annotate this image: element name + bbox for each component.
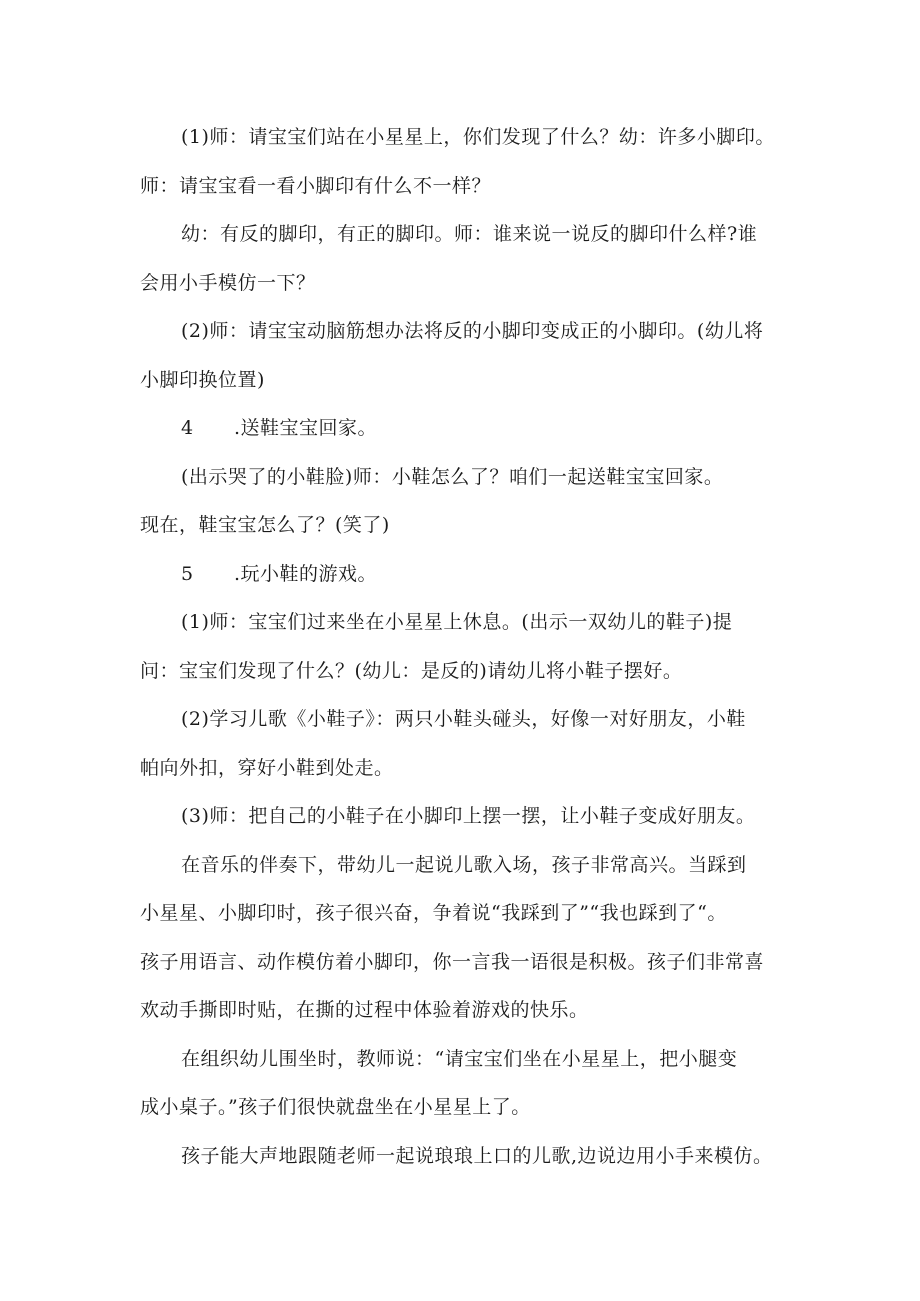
text-line: 会用小手模仿一下？ bbox=[140, 272, 316, 294]
text-line: (1)师：请宝宝们站在小星星上，你们发现了什么？幼：许多小脚印。 bbox=[181, 126, 775, 148]
text-line: 在音乐的伴奏下，带幼儿一起说儿歌入场，孩子非常高兴。当踩到 bbox=[181, 854, 747, 876]
text-line: 小星星、小脚印时，孩子很兴奋，争着说“我踩到了”“我也踩到了“。 bbox=[140, 902, 727, 924]
text-line: 在组织幼儿围坐时，教师说：“请宝宝们坐在小星星上，把小腿变 bbox=[181, 1048, 738, 1070]
section-heading: .玩小鞋的游戏。 bbox=[234, 563, 378, 585]
text-line: 现在，鞋宝宝怎么了？(笑了) bbox=[140, 514, 390, 536]
text-line: (出示哭了的小鞋脸)师：小鞋怎么了？咱们一起送鞋宝宝回家。 bbox=[181, 466, 724, 488]
list-number: 5 bbox=[181, 563, 194, 585]
text-line: (1)师：宝宝们过来坐在小星星上休息。(出示一双幼儿的鞋子)提 bbox=[181, 611, 733, 633]
text-line: 帕向外扣，穿好小鞋到处走。 bbox=[140, 757, 394, 779]
text-line: (2)学习儿歌《小鞋子》：两只小鞋头碰头，好像一对好朋友，小鞋 bbox=[181, 708, 746, 730]
text-line: 成小桌子。”孩子们很快就盘坐在小星星上了。 bbox=[140, 1096, 531, 1118]
text-line: (2)师：请宝宝动脑筋想办法将反的小脚印变成正的小脚印。(幼儿将 bbox=[181, 320, 764, 342]
text-line: 欢动手撕即时贴，在撕的过程中体验着游戏的快乐。 bbox=[140, 999, 589, 1021]
text-line: 孩子能大声地跟随老师一起说琅琅上口的儿歌,边说边用小手来模仿。 bbox=[181, 1145, 773, 1167]
text-line: 小脚印换位置) bbox=[140, 369, 265, 391]
list-number: 4 bbox=[181, 417, 194, 439]
text-line: 问：宝宝们发现了什么？(幼儿：是反的)请幼儿将小鞋子摆好。 bbox=[140, 660, 683, 682]
section-heading: .送鞋宝宝回家。 bbox=[234, 417, 378, 439]
text-line: 幼：有反的脚印，有正的脚印。师：谁来说一说反的脚印什么样?谁 bbox=[181, 223, 758, 245]
text-line: 师：请宝宝看一看小脚印有什么不一样？ bbox=[140, 175, 492, 197]
text-line: 孩子用语言、动作模仿着小脚印，你一言我一语很是积极。孩子们非常喜 bbox=[140, 951, 765, 973]
text-line: (3)师：把自己的小鞋子在小脚印上摆一摆，让小鞋子变成好朋友。 bbox=[181, 805, 756, 827]
